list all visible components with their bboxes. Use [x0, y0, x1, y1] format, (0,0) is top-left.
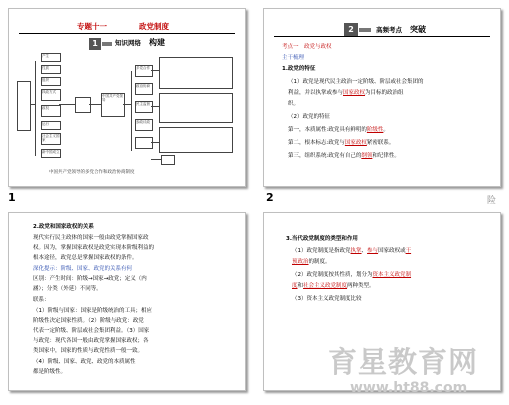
section-heading: 2.政党和国家政权的关系 — [33, 224, 94, 230]
map-box-origin: 产生 — [41, 53, 61, 62]
slide-2-thumbnail[interactable] — [263, 8, 501, 187]
watermark-url: www.ht88.com — [350, 380, 468, 396]
section-title: 知识网络 — [115, 39, 141, 47]
paragraph-line: 涵）；分类（外延）不同等。 — [33, 286, 102, 292]
connector — [151, 106, 159, 107]
connector — [151, 159, 161, 160]
paragraph-line: 根本途径，政党总是掌握国家政权的条件。 — [33, 255, 138, 261]
paragraph-line: （2）政党制度按其性质，划分为资本主义政党制 — [292, 272, 412, 278]
section-number: 2 — [344, 23, 358, 36]
map-detail-box-1 — [159, 57, 233, 89]
paragraph-line: 现代实行民主政体的国家一般由政党掌握国家政 — [33, 235, 149, 241]
connector — [89, 104, 101, 105]
map-box-organization: 组织 — [41, 77, 61, 86]
paragraph-line: 度和社会主义政党制度两种类型。 — [292, 283, 375, 289]
paragraph-line: 联系： — [33, 297, 50, 303]
feature-line-1: 第一，本质属性:政党具有鲜明的阶级性。 — [288, 127, 389, 133]
connector — [151, 70, 159, 71]
map-footer-text: 中国共产党领导的多党合作和政治协商制度 — [49, 170, 135, 175]
map-detail-box-3 — [159, 127, 233, 153]
section-title-big: 构建 — [149, 38, 165, 47]
corner-mark: 险 — [487, 196, 497, 206]
paragraph-line: （1）阶级与国家：国家是阶级统治的工具；相应 — [33, 308, 153, 314]
paragraph-line: 利益，并以执掌或参与国家政权为目标的政治组 — [288, 90, 404, 96]
paragraph-line: （4）阶级、国家、政党、政党的本质属性 — [33, 359, 136, 365]
slide-header — [19, 21, 235, 34]
tip-line: 深化提示：阶级、国家、政党的关系有何 — [33, 266, 133, 272]
paragraph-line: （1）政党制度是指政党执掌、参与国家政权或干 — [292, 248, 412, 254]
map-box-regime: 政权 — [41, 105, 61, 117]
section-title-big: 突破 — [410, 25, 426, 34]
section-title: 高频考点 — [376, 26, 402, 34]
section-heading: 3.当代政党制度的类型和作用 — [286, 236, 358, 242]
paragraph-line: 织。 — [288, 101, 300, 107]
paragraph-line: 阶级性决定国家性质。（2）阶级与政党：政党 — [33, 318, 144, 324]
connector — [151, 142, 159, 143]
paragraph-line: 类国家中，国家的性质与政党性质一般一致。 — [33, 348, 144, 354]
subheading: 主干梳理 — [282, 55, 305, 61]
map-detail-box-2 — [159, 93, 233, 123]
topic-label: 专题十一 — [77, 22, 107, 31]
connector — [131, 71, 132, 151]
map-box-consultation: 政治协商 — [135, 83, 153, 95]
banner-bar — [359, 28, 371, 32]
map-box-supervision: 民主监督 — [135, 101, 153, 113]
connector — [59, 104, 75, 105]
paragraph-line: （2）政党的特征 — [288, 114, 330, 120]
paragraph-line: 代表一定阶级、阶层或社会集团利益。（3）国家 — [33, 328, 150, 334]
map-box-cpc-leadership: 中国共产党领导 — [101, 93, 125, 117]
paragraph-line: 预政治的制度。 — [292, 259, 331, 265]
slide-3-thumbnail[interactable] — [8, 212, 246, 391]
slide-1-thumbnail[interactable] — [8, 8, 246, 187]
watermark-text: 育星教育网 — [328, 345, 479, 379]
map-box-multiparty: 多党合作 — [135, 65, 153, 77]
map-box-nature: 性质 — [41, 65, 61, 74]
paragraph-line: 都是阶级性。 — [33, 369, 67, 375]
page-number-2: 2 — [266, 191, 274, 204]
paragraph-line: 权。因为，掌握国家政权是政党实现本阶级利益的 — [33, 245, 155, 251]
paragraph-line: （3）资本主义政党制度比较 — [292, 296, 362, 302]
paragraph-line: 区别：产生时间：阶级→国家→政党；定义（内 — [33, 276, 147, 282]
map-box-new-china: 新中国成立 — [41, 149, 61, 158]
map-box-participation: 参政议政 — [135, 119, 153, 131]
feature-line-2: 第二，根本标志:政党与国家政权紧密联系。 — [288, 140, 395, 146]
feature-line-3: 第三，组织系统:政党有自己的纲领和纪律性。 — [288, 153, 400, 159]
paragraph-line: （1）政党是现代民主政治一定阶级、阶层或社会集团的 — [288, 79, 424, 85]
paragraph-line: 与政党：现代各国一般由政党掌握国家政权；各 — [33, 338, 149, 344]
kaodian-title: 考点一 政党与政权 — [282, 44, 332, 50]
banner-bar — [102, 42, 112, 46]
map-box-socialist: 社会主义国家 — [41, 133, 61, 145]
page-number-1: 1 — [8, 191, 16, 204]
map-box-ruling-mode: 执政方式 — [41, 89, 61, 101]
map-root-box — [17, 81, 31, 131]
map-box-small — [161, 155, 175, 165]
connector — [123, 104, 131, 105]
map-box-operation: 运行 — [41, 121, 61, 130]
map-box-detail — [135, 137, 153, 149]
map-box-center — [75, 97, 91, 113]
topic-name: 政党制度 — [139, 22, 169, 31]
section-number: 1 — [89, 38, 101, 50]
item-1-heading: 1.政党的特征 — [282, 66, 316, 72]
connector — [35, 61, 36, 156]
